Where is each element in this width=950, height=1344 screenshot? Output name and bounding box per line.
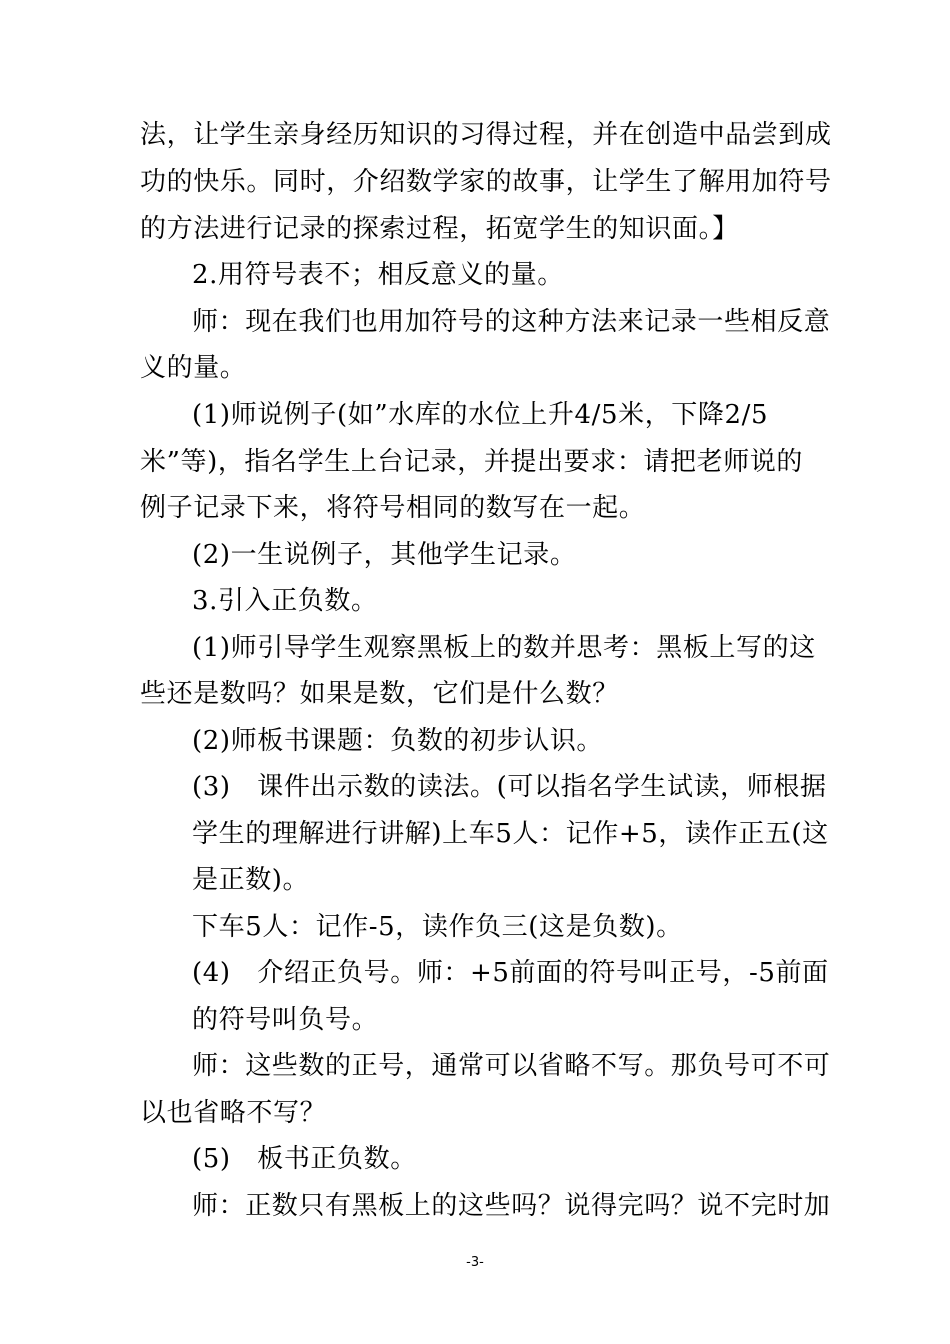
text-line: 义的量。	[140, 353, 247, 383]
text-line: (1)师说例子(如”水库的水位上升4/5米，下降2/5	[192, 400, 769, 430]
text-line: 师：现在我们也用加符号的这种方法来记录一些相反意	[192, 307, 831, 337]
text-line: (3) 课件出示数的读法。(可以指名学生试读，师根据	[192, 772, 827, 802]
text-line: 例子记录下来，将符号相同的数写在一起。	[140, 493, 646, 523]
page-number: -3-	[466, 1255, 484, 1270]
text-line: 米”等)，指名学生上台记录，并提出要求：请把老师说的	[140, 447, 804, 477]
text-line: 是正数)。	[192, 865, 310, 895]
text-line: 师：这些数的正号，通常可以省略不写。那负号可不可	[192, 1051, 831, 1081]
text-line: (4) 介绍正负号。师：+5前面的符号叫正号，-5前面	[192, 958, 829, 988]
text-line: 的方法进行记录的探索过程，拓宽学生的知识面。】	[140, 214, 739, 244]
section-heading: 3.引入正负数。	[192, 586, 378, 616]
section-heading: 2.用符号表不；相反意义的量。	[192, 260, 564, 290]
text-line: 师：正数只有黑板上的这些吗？说得完吗？说不完时加	[192, 1191, 831, 1221]
text-line: 法，让学生亲身经历知识的习得过程，并在创造中品尝到成	[140, 120, 832, 150]
text-line: 些还是数吗？如果是数，它们是什么数？	[140, 679, 619, 709]
text-line: 下车5人：记作-5，读作负三(这是负数)。	[192, 912, 683, 942]
text-line: (5) 板书正负数。	[192, 1144, 417, 1174]
text-line: (2)一生说例子，其他学生记录。	[192, 540, 577, 570]
text-line: 以也省略不写？	[140, 1098, 327, 1128]
text-line: 学生的理解进行讲解)上车5人：记作+5，读作正五(这	[192, 819, 829, 849]
text-line: 的符号叫负号。	[192, 1005, 379, 1035]
text-line: 功的快乐。同时，介绍数学家的故事，让学生了解用加符号	[140, 167, 832, 197]
text-line: (1)师引导学生观察黑板上的数并思考：黑板上写的这	[192, 633, 816, 663]
text-line: (2)师板书课题：负数的初步认识。	[192, 726, 604, 756]
